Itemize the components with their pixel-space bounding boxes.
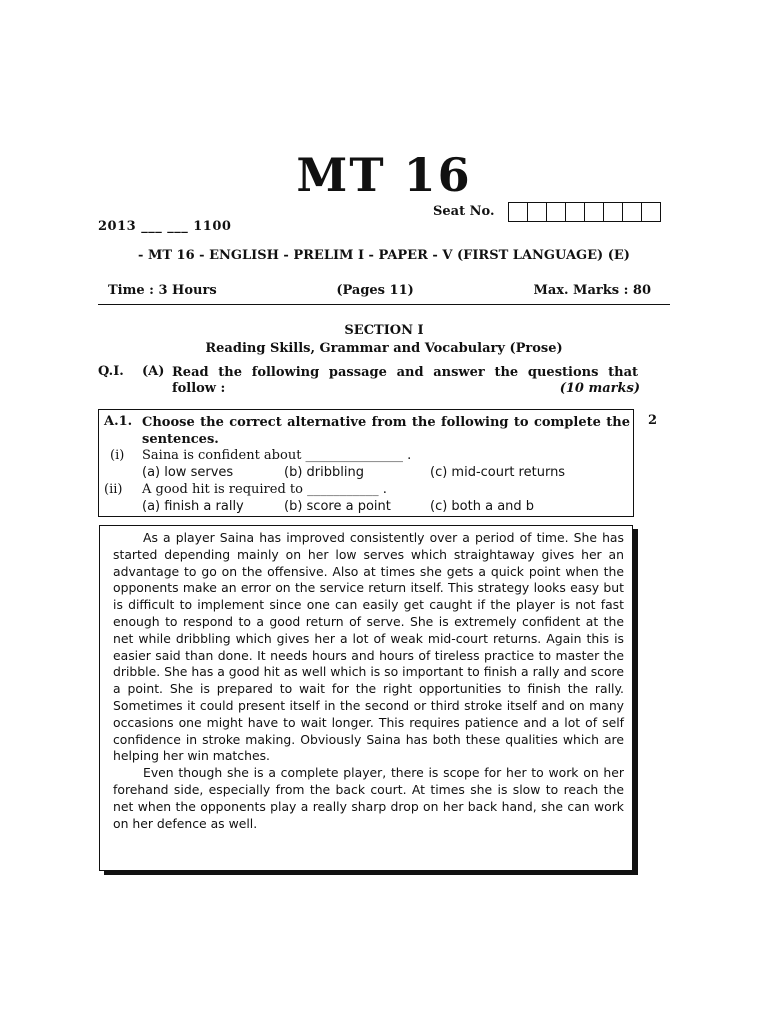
- option-a: (a) low serves: [142, 465, 234, 480]
- header-divider: [98, 304, 670, 305]
- item-text: Saina is confident about _______________ .: [142, 448, 412, 463]
- seat-box: [566, 203, 585, 221]
- question-marks: (10 marks): [559, 381, 640, 396]
- option-a: (a) finish a rally: [142, 499, 244, 514]
- section-title: SECTION I: [344, 323, 424, 338]
- exam-meta-row: [108, 283, 651, 298]
- question-text-line1: Read the following passage and answer the questions that: [172, 365, 638, 380]
- seat-number-boxes: [508, 202, 661, 222]
- seat-box: [528, 203, 547, 221]
- seat-box: [623, 203, 642, 221]
- subject-line: - MT 16 - ENGLISH - PRELIM I - PAPER - V (FIRST LANGUAGE) (E): [138, 248, 630, 263]
- seat-box: [547, 203, 566, 221]
- question-number: Q.I.: [98, 364, 124, 379]
- option-b: (b) dribbling: [284, 465, 364, 480]
- seat-box: [585, 203, 604, 221]
- exam-code-line: 2013 ___ ___ 1100: [98, 219, 232, 234]
- option-c: (c) mid-court returns: [430, 465, 566, 480]
- max-marks-label: Max. Marks : 80: [533, 283, 651, 298]
- passage-paragraph: Even though she is a complete player, there is scope for her to work on her forehand side, especially from the back court. At times she is slow to reach the net when the opponents play a really sharp drop on her back hand, she can work on her defence as well.: [113, 765, 624, 831]
- activity-instruction: Choose the correct alternative from the following to complete the sentences.: [142, 415, 630, 447]
- seat-box: [509, 203, 528, 221]
- seat-number-label: Seat No.: [433, 204, 495, 219]
- option-b: (b) score a point: [284, 499, 391, 514]
- activity-number: A.1.: [104, 414, 133, 429]
- passage-paragraph: As a player Saina has improved consistently over a period of time. She has started depending mainly on her low serves which straightaway gives her an advantage to go on the offensive. Also at times she gets a quick point when the opponents make an error on the service return itself. This strategy looks easy but is difficult to implement since one can easily get caught if the player is not fast enough to respond to a good return of serve. She is extremely confident at the net while dribbling which gives her a lot of weak mid-court returns. Again this is easier said than done. It needs hours and hours of tireless practice to master the dribble. She has a good hit as well which is so important to finish a rally and score a point. She is prepared to wait for the right opportunities to finish the rally. Sometimes it could present itself in the second or third stroke itself and on many occasions one might have to wait longer. This requires patience and a lot of self confidence in stroke making. Obviously Saina has both these qualities which are helping her win matches.: [113, 530, 624, 764]
- item-text: A good hit is required to ___________ .: [142, 482, 387, 497]
- activity-marks: 2: [648, 413, 658, 428]
- passage: [113, 530, 624, 832]
- seat-box: [604, 203, 623, 221]
- question-text-line2: follow :: [172, 381, 226, 396]
- pages-label: (Pages 11): [336, 283, 414, 298]
- option-c: (c) both a and b: [430, 499, 535, 514]
- item-number: (i): [110, 448, 125, 463]
- paper-code-title: MT 16: [296, 148, 472, 202]
- section-subtitle: Reading Skills, Grammar and Vocabulary (Prose): [205, 341, 563, 356]
- question-part: (A): [142, 364, 165, 379]
- time-label: Time : 3 Hours: [108, 283, 217, 298]
- seat-box: [642, 203, 660, 221]
- item-number: (ii): [104, 482, 123, 497]
